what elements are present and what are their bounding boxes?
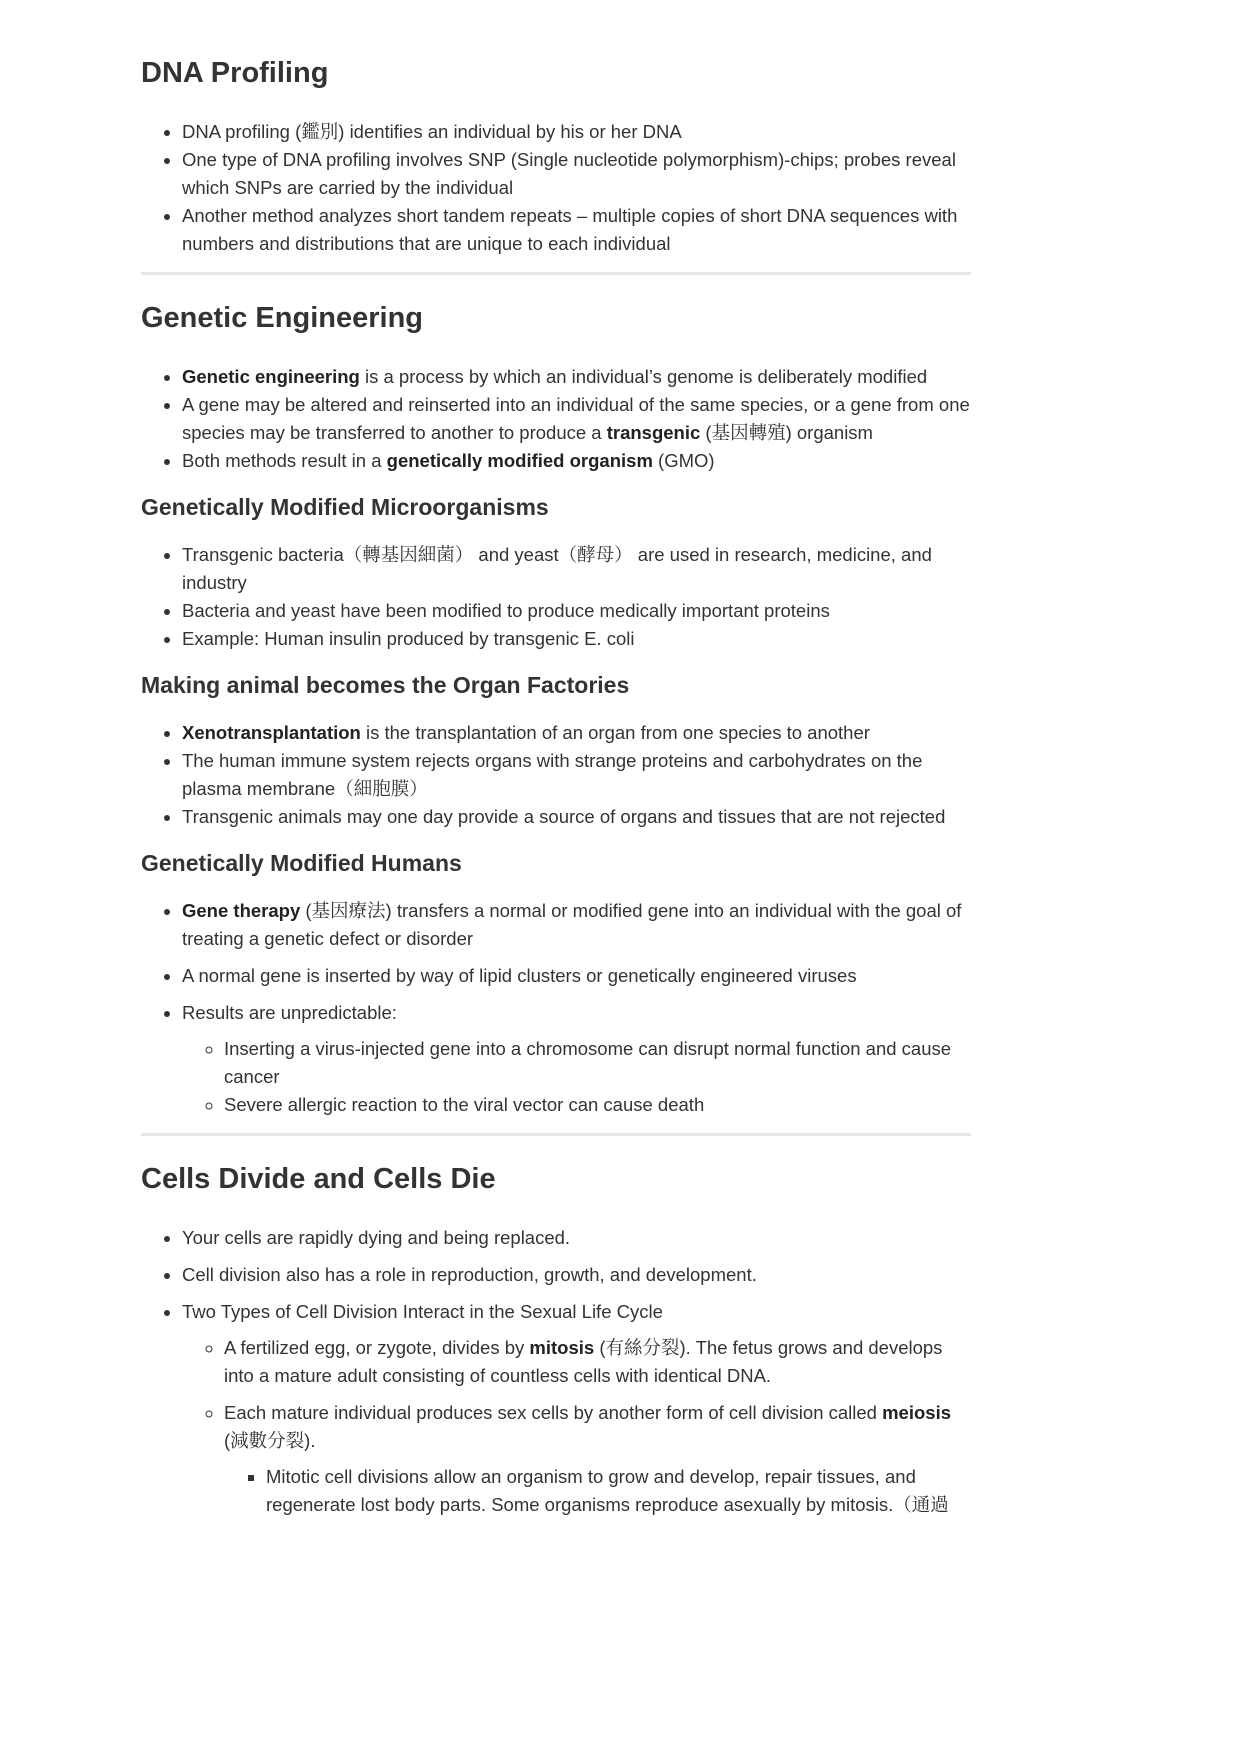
- list-item: [182, 747, 971, 803]
- bullet-list: [141, 118, 971, 258]
- document-body: [141, 48, 971, 1531]
- subsection-heading: Making animal becomes the Organ Factories: [141, 672, 630, 698]
- list-item: [182, 447, 971, 475]
- item-text: (有絲分裂). The fetus grows and develops into a mature adult consisting of countless cells with identical DNA.: [224, 1337, 943, 1386]
- list-item: [224, 1035, 971, 1091]
- list-item: [182, 962, 971, 990]
- section-heading: DNA Profiling: [141, 57, 329, 89]
- item-text: A fertilized egg, or zygote, divides by: [224, 1337, 530, 1358]
- item-text: is a process by which an individual’s genome is deliberately modified: [359, 366, 928, 387]
- item-text: Two Types of Cell Division Interact in the Sexual Life Cycle: [182, 1301, 663, 1322]
- subsection-heading: Genetically Modified Humans: [141, 850, 462, 876]
- item-text: The human immune system rejects organs with strange proteins and carbohydrates on the plasma membrane（細胞膜）: [182, 750, 923, 799]
- item-text: (基因轉殖) organism: [700, 422, 873, 443]
- item-text: Inserting a virus-injected gene into a chromosome can disrupt normal function and cause cancer: [224, 1038, 952, 1087]
- section-divider: [141, 272, 971, 275]
- item-text: (基因療法) transfers a normal or modified gene into an individual with the goal of treating a genetic defect or disorder: [182, 900, 962, 949]
- item-text: Transgenic bacteria（轉基因細菌） and yeast（酵母） are used in research, medicine, and industry: [182, 544, 932, 593]
- list-item: [224, 1091, 971, 1119]
- subsection-heading: Genetically Modified Microorganisms: [141, 494, 549, 520]
- list-item: [182, 803, 971, 831]
- list-item: [182, 1298, 971, 1519]
- bullet-list: [182, 1334, 971, 1519]
- item-text: Severe allergic reaction to the viral vector can cause death: [224, 1094, 705, 1115]
- bold-term: Gene therapy: [182, 900, 301, 921]
- section-heading: Genetic Engineering: [141, 302, 423, 334]
- bullet-list: [141, 363, 971, 475]
- item-text: Transgenic animals may one day provide a source of organs and tissues that are not rejected: [182, 806, 946, 827]
- item-text: Each mature individual produces sex cells by another form of cell division called: [224, 1402, 883, 1423]
- item-text: A normal gene is inserted by way of lipid clusters or genetically engineered viruses: [182, 965, 857, 986]
- item-text: (GMO): [652, 450, 715, 471]
- bullet-list: [141, 897, 971, 1119]
- list-item: [182, 1224, 971, 1252]
- list-item: [182, 363, 971, 391]
- item-text: Example: Human insulin produced by transgenic E. coli: [182, 628, 635, 649]
- item-text: (減數分裂).: [224, 1430, 316, 1451]
- item-text: is the transplantation of an organ from one species to another: [360, 722, 870, 743]
- list-item: [266, 1463, 971, 1519]
- list-item: [182, 541, 971, 597]
- item-text: Cell division also has a role in reproduction, growth, and development.: [182, 1264, 757, 1285]
- item-text: A gene may be altered and reinserted into an individual of the same species, or a gene from one species may be transferred to another to produce a: [182, 394, 970, 443]
- list-item: [182, 597, 971, 625]
- list-item: [182, 391, 971, 447]
- list-item: [182, 999, 971, 1119]
- list-item: [182, 897, 971, 953]
- item-text: DNA profiling (鑑別) identifies an individual by his or her DNA: [182, 121, 682, 142]
- item-text: Both methods result in a: [182, 450, 387, 471]
- item-text: Your cells are rapidly dying and being replaced.: [182, 1227, 571, 1248]
- bullet-list: [224, 1463, 971, 1519]
- item-text: Results are unpredictable:: [182, 1002, 397, 1023]
- list-item: [224, 1334, 971, 1390]
- bullet-list: [141, 719, 971, 831]
- bold-term: mitosis: [529, 1337, 595, 1358]
- list-item: [182, 118, 971, 146]
- section-divider: [141, 1133, 971, 1136]
- bullet-list: [182, 1035, 971, 1119]
- list-item: [182, 719, 971, 747]
- item-text: Bacteria and yeast have been modified to produce medically important proteins: [182, 600, 830, 621]
- bullet-list: [141, 1224, 971, 1519]
- bullet-list: [141, 541, 971, 653]
- item-text: Another method analyzes short tandem repeats – multiple copies of short DNA sequences with numbers and distributions that are unique to each individual: [182, 205, 958, 254]
- bold-term: transgenic: [606, 422, 701, 443]
- list-item: [182, 625, 971, 653]
- bold-term: genetically modified organism: [386, 450, 653, 471]
- list-item: [182, 146, 971, 202]
- list-item: [224, 1399, 971, 1519]
- bold-term: Xenotransplantation: [182, 722, 361, 743]
- bold-term: meiosis: [882, 1402, 952, 1423]
- list-item: [182, 1261, 971, 1289]
- section-heading: Cells Divide and Cells Die: [141, 1163, 496, 1195]
- item-text: One type of DNA profiling involves SNP (Single nucleotide polymorphism)-chips; probes reveal which SNPs are carried by the individual: [182, 149, 956, 198]
- item-text: Mitotic cell divisions allow an organism to grow and develop, repair tissues, and regenerate lost body parts. Some organisms reproduce asexually by mitosis.（通過: [266, 1466, 949, 1515]
- bold-term: Genetic engineering: [182, 366, 360, 387]
- list-item: [182, 202, 971, 258]
